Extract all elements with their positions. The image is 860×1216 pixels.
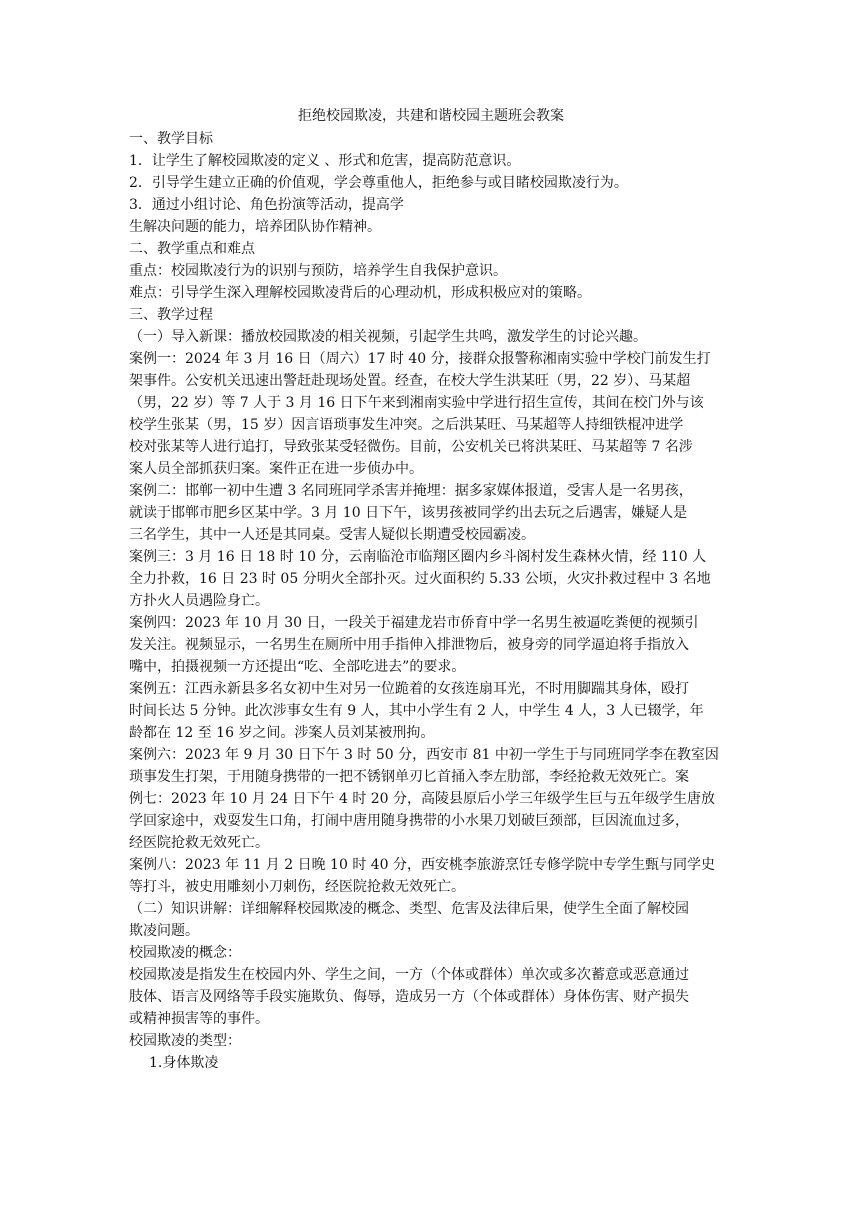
case-1-line: （男，22 岁）等 7 人于 3 月 16 日下午来到湘南实验中学进行招生宣传，其间在校门外与该 xyxy=(129,395,704,411)
concept-line: 或精神损害等的事件。 xyxy=(129,1011,269,1027)
difficulty-point: 难点：引导学生深入理解校园欺凌背后的心理动机，形成积极应对的策略。 xyxy=(129,285,591,301)
case-6-line: 琐事发生打架，于用随身携带的一把不锈钢单刃匕首捅入李左肋部，李经抢救无效死亡。案 xyxy=(129,769,689,785)
case-2-line: 案例二：邯郸一初中生遭 3 名同班同学杀害并掩埋：据多家媒体报道，受害人是一名男孩， xyxy=(129,483,693,499)
concept-heading: 校园欺凌的概念： xyxy=(129,945,241,961)
document-title: 拒绝校园欺凌，共建和谐校园主题班会教案 xyxy=(298,108,564,124)
case-1-line: 校对张某等人进行追打，导致张某受轻微伤。目前，公安机关已将洪某旺、马某超等 7 名涉 xyxy=(129,439,693,455)
case-3-line: 案例三：3 月 16 日 18 时 10 分，云南临沧市临翔区圈内乡斗阁村发生森林火情，经 110 人 xyxy=(129,549,707,565)
goal-item-2: 2．引导学生建立正确的价值观，学会尊重他人，拒绝参与或目睹校园欺凌行为。 xyxy=(129,175,628,191)
case-5-line: 案例五：江西永新县多名女初中生对另一位跪着的女孩连扇耳光，不时用脚踹其身体，殴打 xyxy=(129,681,689,697)
type-item-1: 1.身体欺凌 xyxy=(149,1055,219,1071)
goal-item-3a: 3．通过小组讨论、角色扮演等活动，提高学 xyxy=(129,197,404,213)
case-1-line: 案例一：2024 年 3 月 16 日（周六）17 时 40 分，接群众报警称湘南实验中学校门前发生打 xyxy=(129,351,711,367)
case-1-line: 案人员全部抓获归案。案件正在进一步侦办中。 xyxy=(129,461,423,477)
knowledge-step: 欺凌问题。 xyxy=(129,923,199,939)
concept-line: 校园欺凌是指发生在校园内外、学生之间，一方（个体或群体）单次或多次蓄意或恶意通过 xyxy=(129,967,689,983)
case-8-line: 案例八：2023 年 11 月 2 日晚 10 时 40 分，西安桃李旅游烹饪专修学院中专学生甄与同学史 xyxy=(129,857,716,873)
key-point: 重点：校园欺凌行为的识别与预防，培养学生自我保护意识。 xyxy=(129,263,507,279)
case-6-line: 经医院抢救无效死亡。 xyxy=(129,835,269,851)
case-1-line: 校学生张某（男，15 岁）因言语琐事发生冲突。之后洪某旺、马某超等人持细铁棍冲进学 xyxy=(129,417,684,433)
case-1-line: 架事件。公安机关迅速出警赶赴现场处置。经查，在校大学生洪某旺（男，22 岁）、马某超 xyxy=(129,373,691,389)
case-6-line: 学回家途中，戏耍发生口角，打闹中唐用随身携带的小水果刀划破巨颈部，巨因流血过多， xyxy=(129,813,689,829)
case-3-line: 全力扑救，16 日 23 时 05 分明火全部扑灭。过火面积约 5.33 公顷，火灾扑救过程中 3 名地 xyxy=(129,571,711,587)
concept-line: 肢体、语言及网络等手段实施欺负、侮辱，造成另一方（个体或群体）身体伤害、财产损失 xyxy=(129,989,689,1005)
case-4-line: 案例四：2023 年 10 月 30 日，一段关于福建龙岩市侨育中学一名男生被逼吃粪便的视频引 xyxy=(129,615,699,631)
section-heading-goals: 一、教学目标 xyxy=(129,131,213,147)
case-4-line: 发关注。视频显示，一名男生在厕所中用手指伸入排泄物后，被身旁的同学逼迫将手指放入 xyxy=(129,637,689,653)
case-4-line: 嘴中，拍摄视频一方还提出“吃、全部吃进去”的要求。 xyxy=(129,659,466,675)
types-heading: 校园欺凌的类型： xyxy=(129,1033,241,1049)
case-2-line: 就读于邯郸市肥乡区某中学。3 月 10 日下午，该男孩被同学约出去玩之后遇害，嫌疑人是 xyxy=(129,505,688,521)
case-5-line: 时间长达 5 分钟。此次涉事女生有 9 人，其中小学生有 2 人，中学生 4 人，3 人已辍学，年 xyxy=(129,703,704,719)
document-page xyxy=(129,104,733,1074)
knowledge-step: （二）知识讲解：详细解释校园欺凌的概念、类型、危害及法律后果，使学生全面了解校园 xyxy=(129,901,689,917)
section-heading-process: 三、教学过程 xyxy=(129,307,213,323)
case-6-line: 案例六：2023 年 9 月 30 日下午 3 时 50 分，西安市 81 中初一学生于与同班同学李在教室因 xyxy=(129,747,719,763)
case-8-line: 等打斗，被史用雕刻小刀刺伤，经医院抢救无效死亡。 xyxy=(129,879,465,895)
case-6-line: 例七：2023 年 10 月 24 日下午 4 时 20 分，高陵县原后小学三年级学生巨与五年级学生唐放 xyxy=(129,791,716,807)
case-2-line: 三名学生，其中一人还是其同桌。受害人疑似长期遭受校园霸凌。 xyxy=(129,527,535,543)
intro-step: （一）导入新课：播放校园欺凌的相关视频，引起学生共鸣，激发学生的讨论兴趣。 xyxy=(129,329,647,345)
section-heading-focus: 二、教学重点和难点 xyxy=(129,241,255,257)
case-3-line: 方扑火人员遇险身亡。 xyxy=(129,593,269,609)
goal-item-3b: 生解决问题的能力，培养团队协作精神。 xyxy=(129,219,381,235)
goal-item-1: 1．让学生了解校园欺凌的定义 、形式和危害，提高防范意识。 xyxy=(129,153,521,169)
case-5-line: 龄都在 12 至 16 岁之间。涉案人员刘某被刑拘。 xyxy=(129,725,435,741)
